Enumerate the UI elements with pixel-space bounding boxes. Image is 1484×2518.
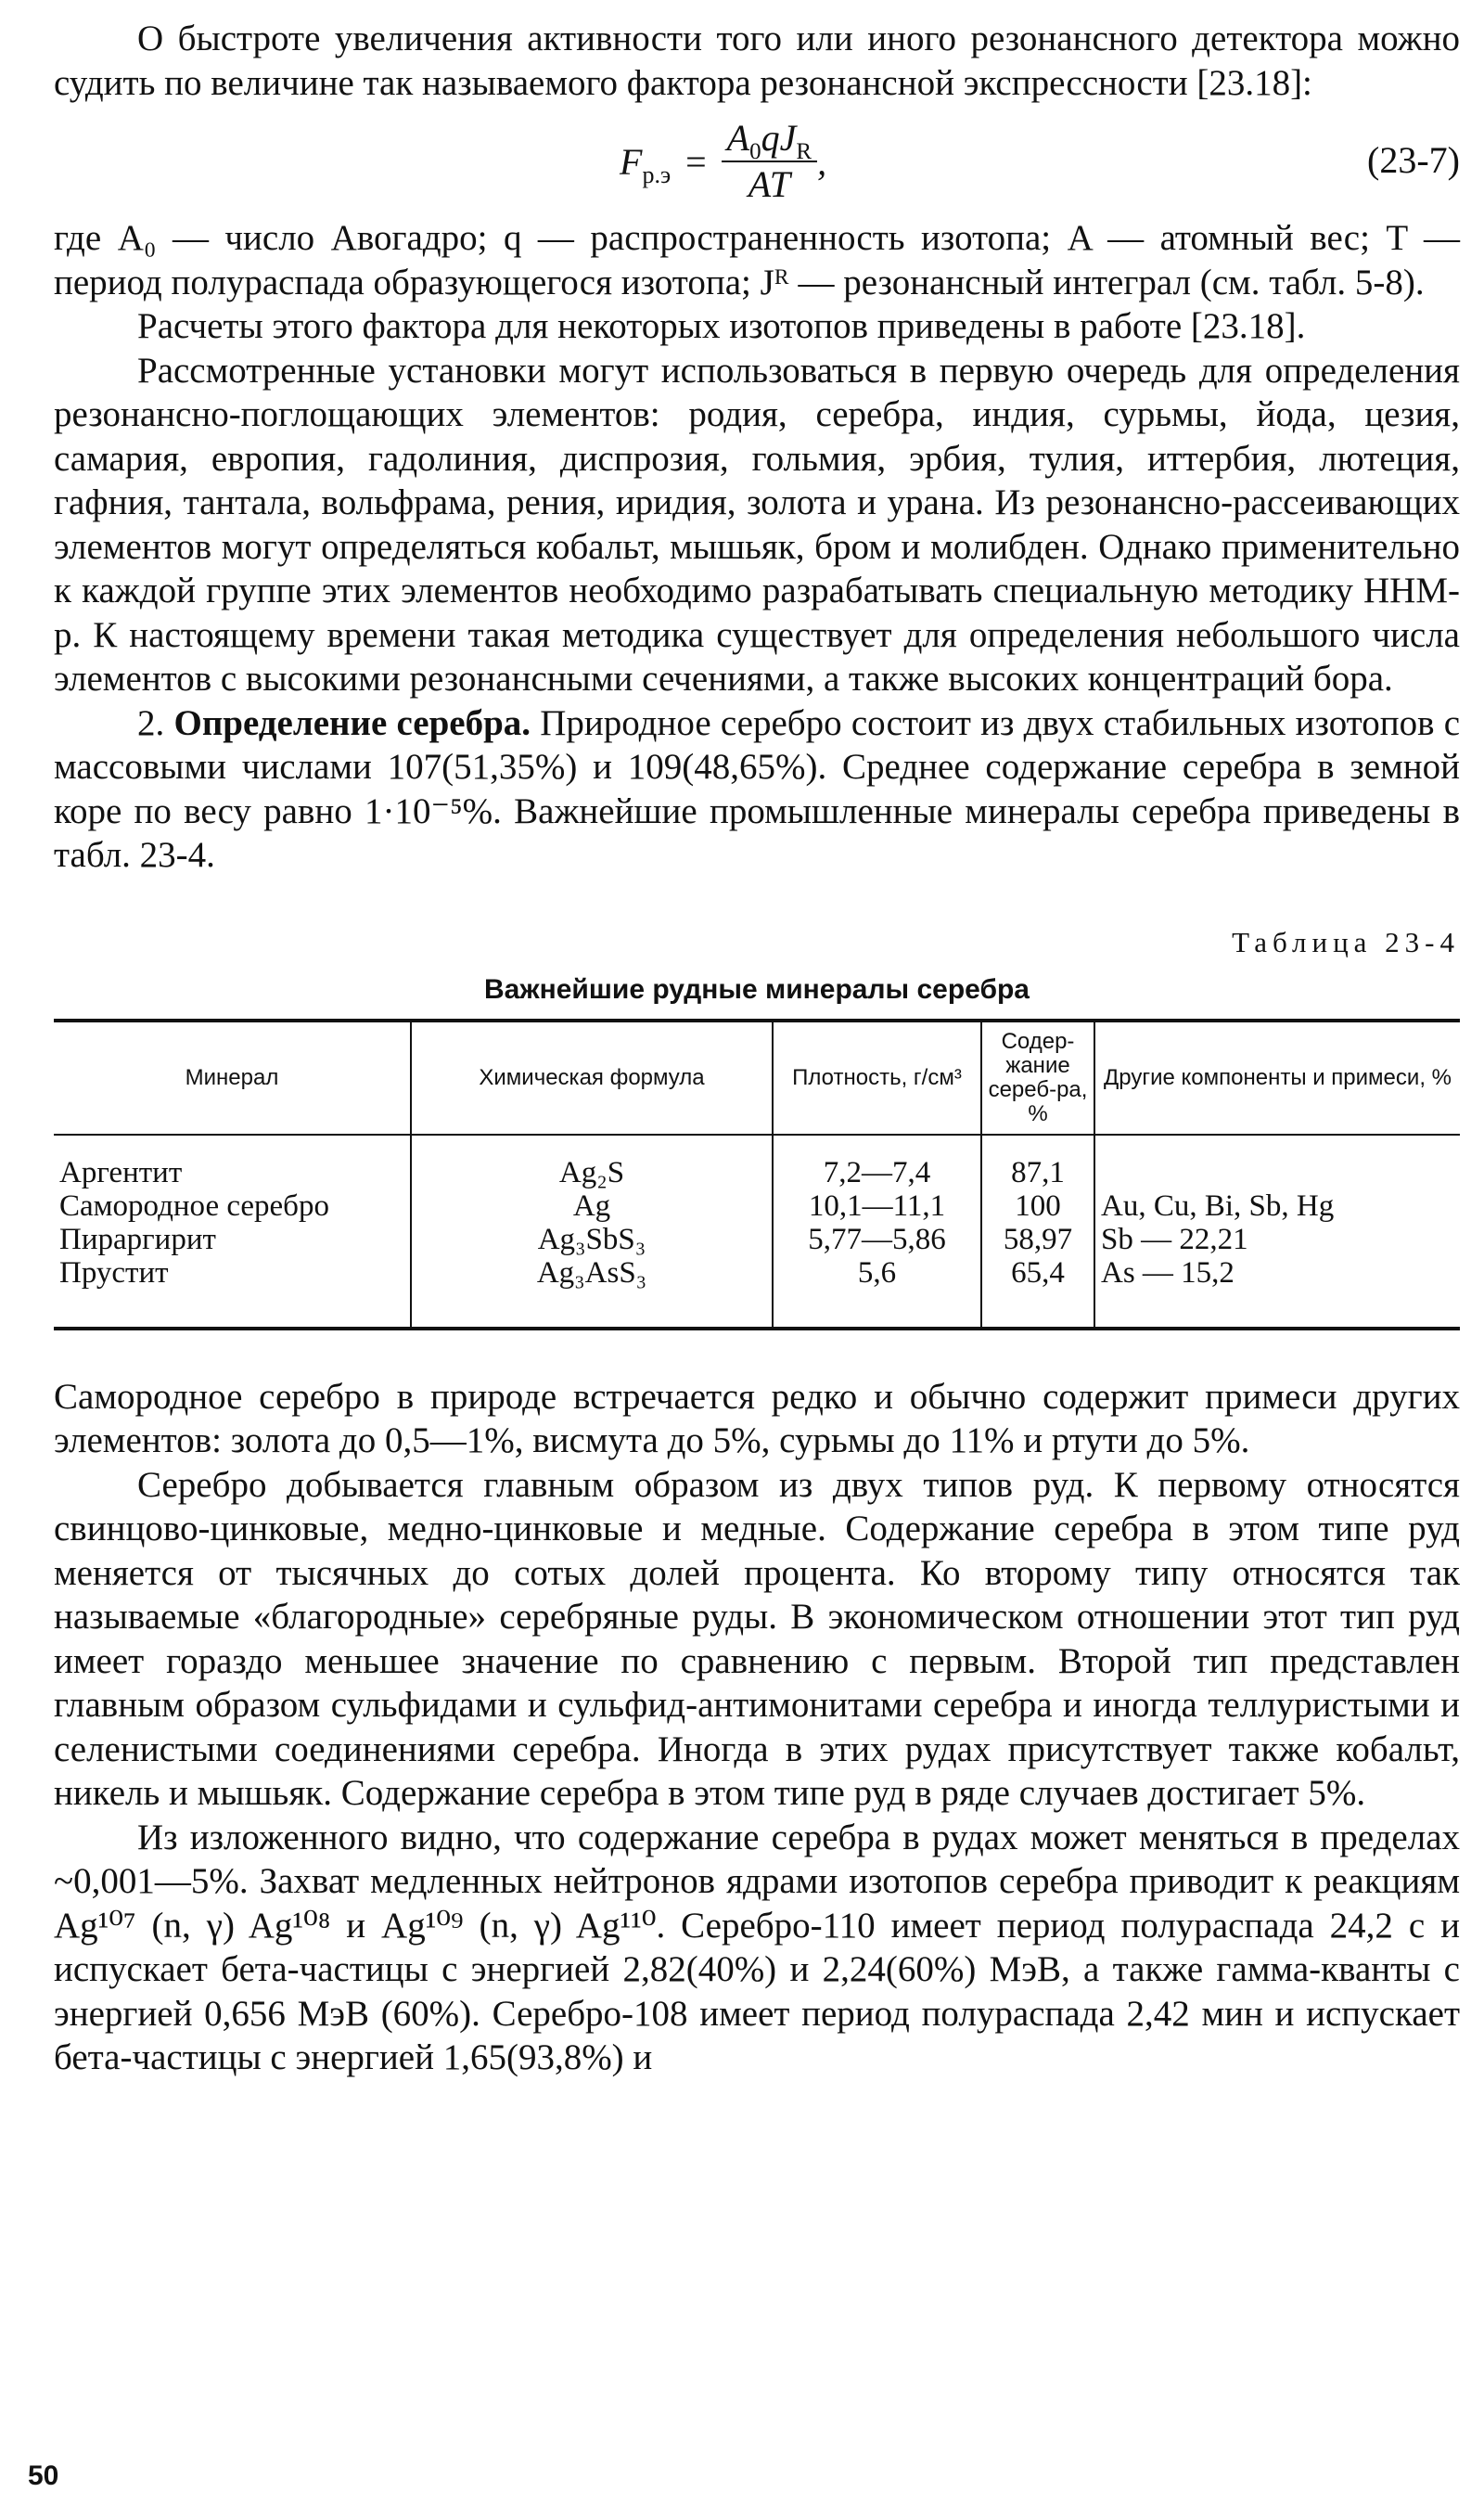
formula-equals: =	[685, 140, 707, 183]
cell-silver: 100	[981, 1189, 1094, 1223]
table-caption: Таблица 23-4	[1232, 925, 1460, 958]
table-row	[54, 1256, 1460, 1329]
paragraph-ores: Серебро добывается главным образом из двух типов руд. К первому относятся свинцово-цинковые, медно-цинковые и медные. Содержание серебра в этом типе руд меняется от тысячных до сотых долей процента. Ко второму типу относятся так называемые «благородные» серебряные руды. В экономическом отношении этот тип руд имеет гораздо меньшее значение по сравнению с первым. Второй тип представлен главным образом сульфидами и сульфид-антимонитами серебра и иногда теллуристыми и селенистыми соединениями серебра. Иногда в этих рудах присутствует также кобальт, никель и мышьяк. Содержание серебра в этом типе руд в ряде случаев достигает 5%.	[54, 1464, 1460, 1813]
table-title: Важнейшие рудные минералы серебра	[484, 973, 1030, 1005]
paragraph-setups: Рассмотренные установки могут использоваться в первую очередь для определения резонансно-поглощающих элементов: родия, серебра, индия, сурьмы, йода, цезия, самария, европия, гадолиния, диспрозия, гольмия, эрбия, тулия, иттербия, лютеция, гафния, тантала, вольфрама, рения, иридия, золота и урана. Из резонансно-рассеивающих элементов могут определяться кобальт, мышьяк, бром и молибден. Однако применительно к каждой группе этих элементов необходимо разрабатывать специальную методику ННМ-р. К настоящему времени такая методика существует для определения небольшого числа элементов с высокими резонансными сечениями, а также высоких концентраций бора.	[54, 350, 1460, 699]
paragraph-intro: О быстроте увеличения активности того или иного резонансного детектора можно судить по величине так называемого фактора резонансной экспрессности [23.18]:	[54, 19, 1460, 103]
cell-other	[1094, 1135, 1460, 1189]
table-header-row	[54, 1021, 1460, 1135]
formula-23-7	[54, 107, 1460, 211]
table-row	[54, 1135, 1460, 1189]
cell-mineral: Аргентит	[59, 1155, 183, 1189]
header-other: Другие компоненты и примеси, %	[1094, 1021, 1460, 1135]
formula-lhs: $F_{р.э}$	[620, 140, 672, 188]
cell-mineral: Пираргирит	[59, 1222, 216, 1256]
cell-other: As — 15,2	[1094, 1256, 1460, 1329]
table-row	[54, 1223, 1460, 1256]
formula-numerator: $A_0qJ_R$	[722, 118, 817, 162]
formula-comma: ,	[817, 140, 827, 183]
section-number: 2.	[137, 702, 165, 743]
paragraph-where: где A₀ — число Авогадро; q — распространенность изотопа; A — атомный вес; T — период полураспада образующегося изотопа; Jᴿ — резонансный интеграл (см. табл. 5-8).	[54, 218, 1460, 302]
cell-formula: Ag₂S	[411, 1135, 773, 1189]
cell-mineral: Самородное серебро	[59, 1188, 329, 1223]
table-row	[54, 1189, 1460, 1223]
formula-number: (23-7)	[1367, 139, 1460, 181]
formula-expression	[620, 118, 826, 205]
cell-mineral: Прустит	[59, 1255, 169, 1290]
cell-silver: 65,4	[981, 1256, 1094, 1329]
header-silver-content: Содер-жание сереб-ра, %	[981, 1021, 1094, 1135]
cell-density: 10,1—11,1	[773, 1189, 981, 1223]
cell-silver: 58,97	[981, 1223, 1094, 1256]
cell-density: 7,2—7,4	[773, 1135, 981, 1189]
formula-denominator: AT	[748, 163, 790, 205]
cell-other: Sb — 22,21	[1094, 1223, 1460, 1256]
header-formula: Химическая формула	[411, 1021, 773, 1135]
cell-formula: Ag	[411, 1189, 773, 1223]
page-content	[54, 17, 1460, 2080]
paragraph-native-silver: Самородное серебро в природе встречается редко и обычно содержит примеси других элементов: золота до 0,5—1%, висмута до 5%, сурьмы до 11% и ртути до 5%.	[54, 1376, 1460, 1460]
cell-silver: 87,1	[981, 1135, 1094, 1189]
header-mineral: Минерал	[54, 1021, 411, 1135]
minerals-table	[54, 1019, 1460, 1330]
formula-fraction	[722, 118, 817, 205]
paragraph-calc: Расчеты этого фактора для некоторых изотопов приведены в работе [23.18].	[137, 306, 1306, 346]
cell-formula: Ag₃SbS₃	[411, 1223, 773, 1256]
page-number: 50	[28, 2460, 59, 2491]
section-text: Природное серебро состоит из двух стабильных изотопов с массовыми числами 107(51,35%) и 109(48,65%). Среднее содержание серебра в земной коре по весу равно 1·10⁻⁵%. Важнейшие промышленные минералы серебра приведены в табл. 23-4.	[54, 702, 1461, 875]
section-silver	[54, 701, 1460, 878]
cell-other: Au, Cu, Bi, Sb, Hg	[1094, 1189, 1460, 1223]
cell-density: 5,77—5,86	[773, 1223, 981, 1256]
section-heading: Определение серебра.	[173, 702, 531, 743]
cell-formula: Ag₃AsS₃	[411, 1256, 773, 1329]
paragraph-last: Из изложенного видно, что содержание серебра в рудах может меняться в пределах ~0,001—5%. Захват медленных нейтронов ядрами изотопов серебра приводит к реакциям Ag¹⁰⁷ (n, γ) Ag¹⁰⁸ и Ag¹⁰⁹ (n, γ) Ag¹¹⁰. Серебро-110 имеет период полураспада 24,2 с и испускает бета-частицы с энергией 2,82(40%) и 2,24(60%) МэВ, а также гамма-кванты с энергией 0,656 МэВ (60%). Серебро-108 имеет период полураспада 2,42 мин и испускает бета-частицы с энергией 1,65(93,8%) и	[54, 1817, 1460, 2077]
header-density: Плотность, г/см³	[773, 1021, 981, 1135]
cell-density: 5,6	[773, 1256, 981, 1329]
